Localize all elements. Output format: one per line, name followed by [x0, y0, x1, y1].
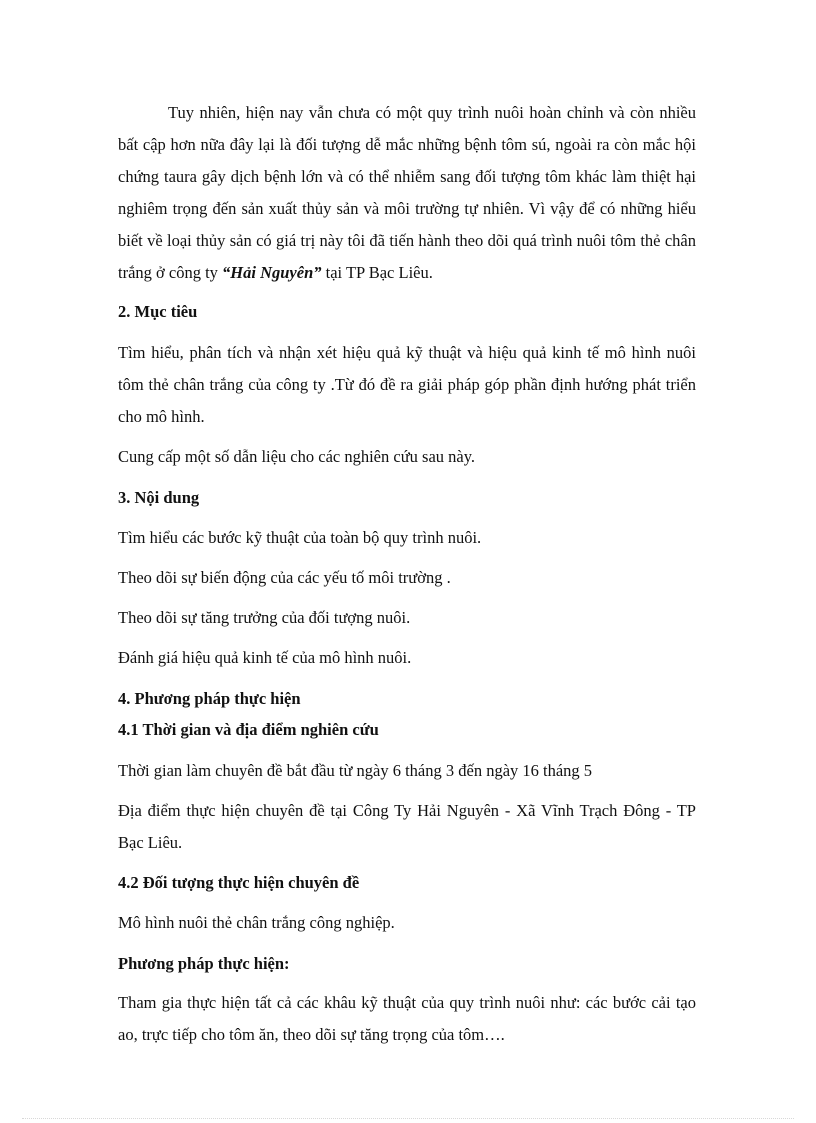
content-item-1: Tìm hiểu các bước kỹ thuật của toàn bộ quy trình nuôi. [118, 528, 482, 547]
method-paragraph: Tham gia thực hiện tất cả các khâu kỹ thuật của quy trình nuôi như: các bước cải tạo ao, trực tiếp cho tôm ăn, theo dõi sự tăng trọng của tôm…. [118, 993, 696, 1044]
content-item-3: Theo dõi sự tăng trưởng của đối tượng nuôi. [118, 608, 411, 627]
objective-paragraph: Tìm hiểu, phân tích và nhận xét hiệu quả kỹ thuật và hiệu quả kinh tế mô hình nuôi tôm thẻ chân trắng của công ty .Từ đó đề ra giải pháp góp phần định hướng phát triển cho mô hình. [118, 343, 696, 426]
method-heading: Phương pháp thực hiện: [118, 954, 290, 973]
section-4-2-heading: 4.2 Đối tượng thực hiện chuyên đề [118, 873, 360, 892]
intro-text: Tuy nhiên, hiện nay vẫn chưa có một quy trình nuôi hoàn chỉnh và còn nhiều bất cập hơn nữa đây lại là đối tượng dễ mắc những bệnh tôm sú, ngoài ra còn mắc hội chứng taura gây dịch bệnh lớn và có thể nhiễm sang đối tượng tôm khác làm thiệt hại nghiêm trọng đến sản xuất thủy sản và môi trường tự nhiên. Vì vậy để có những hiểu biết về loại thủy sản có giá trị này tôi đã tiến hành theo dõi quá trình nuôi tôm thẻ chân trắng ở công ty [118, 103, 696, 282]
objective-paragraph-2: Cung cấp một số dẫn liệu cho các nghiên cứu sau này. [118, 447, 476, 466]
content-item-4: Đánh giá hiệu quả kinh tế của mô hình nuôi. [118, 648, 412, 667]
section-2-heading: 2. Mục tiêu [118, 302, 198, 321]
page-footer-rule [22, 1118, 794, 1119]
time-text: Thời gian làm chuyên đề bắt đầu từ ngày 6 tháng 3 đến ngày 16 tháng 5 [118, 761, 593, 780]
section-4-1-heading: 4.1 Thời gian và địa điểm nghiên cứu [118, 720, 379, 739]
section-3-heading: 3. Nội dung [118, 488, 200, 507]
company-name: “Hải Nguyên” [222, 263, 322, 282]
content-item-2: Theo dõi sự biến động của các yếu tố môi trường . [118, 568, 451, 587]
intro-text-end: tại TP Bạc Liêu. [321, 263, 433, 282]
section-4-heading: 4. Phương pháp thực hiện [118, 689, 301, 708]
model-text: Mô hình nuôi thẻ chân trắng công nghiệp. [118, 913, 395, 932]
intro-paragraph [118, 97, 696, 289]
place-paragraph: Địa điểm thực hiện chuyên đề tại Công Ty Hải Nguyên - Xã Vĩnh Trạch Đông - TP Bạc Liêu. [118, 801, 696, 852]
